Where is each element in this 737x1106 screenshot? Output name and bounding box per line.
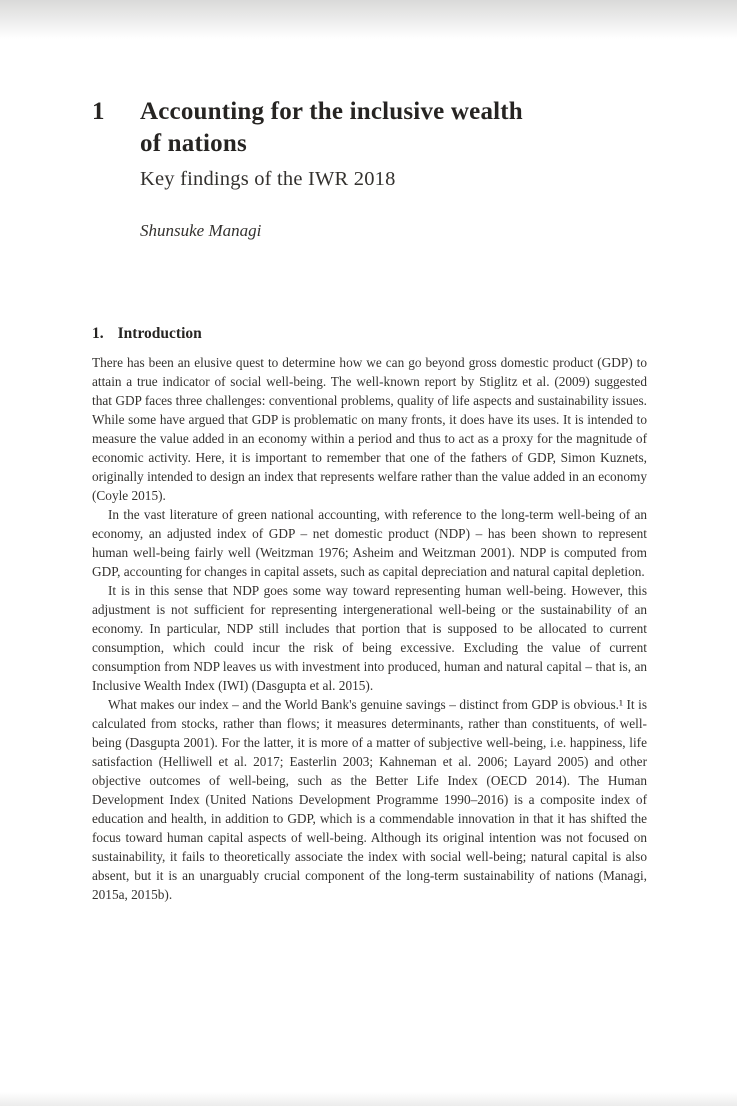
section-number: 1. (92, 325, 104, 342)
paragraph-4: What makes our index – and the World Bank's genuine savings – distinct from GDP is obvious.¹ It is calculated from stocks, rather than flows; it measures determinants, rather than constituents, of well-being (Dasgupta 2001). For the latter, it is more of a matter of subjective well-being, i.e. happiness, life satisfaction (Helliwell et al. 2017; Easterlin 2003; Kahneman et al. 2006; Layard 2005) and other objective outcomes of well-being, such as the Better Life Index (OECD 2014). The Human Development Index (United Nations Development Programme 1990–2016) is a composite index of education and health, in addition to GDP, which is a commendable innovation in that it has shifted the focus toward human capital aspects of well-being. Although its original intention was not focused on sustainability, it fails to theoretically associate the index with social well-being; natural capital is also absent, but it is an unarguably crucial component of the long-term sustainability of nations (Managi, 2015a, 2015b). (92, 697, 647, 902)
chapter-title-row (92, 96, 647, 159)
chapter-header (92, 96, 647, 241)
chapter-body (92, 325, 647, 904)
section-heading (92, 325, 647, 343)
chapter-subtitle: Key findings of the IWR 2018 (140, 168, 396, 190)
paragraph-1: There has been an elusive quest to determine how we can go beyond gross domestic product (GDP) to attain a true indicator of social well-being. The well-known report by Stiglitz et al. (2009) suggested that GDP faces three challenges: conventional problems, quality of life aspects and sustainability issues. While some have argued that GDP is problematic on many fronts, it does have its uses. It is intended to measure the value added in an economy within a period and thus to act as a proxy for the magnitude of economic activity. Here, it is important to remember that one of the fathers of GDP, Simon Kuznets, originally intended to design an index that represents welfare rather than the value added in an economy (Coyle 2015). (92, 355, 647, 503)
section-title: Introduction (117, 325, 202, 342)
paragraph-2: In the vast literature of green national accounting, with reference to the long-term well-being of an economy, an adjusted index of GDP – net domestic product (NDP) – has been shown to represent human well-being fairly well (Weitzman 1976; Asheim and Weitzman 2001). NDP is computed from GDP, accounting for changes in capital assets, such as capital depreciation and natural capital depletion. (92, 507, 647, 579)
author-name: Shunsuke Managi (140, 221, 262, 240)
chapter-number: 1 (92, 98, 105, 125)
chapter-title: Accounting for the inclusive wealth of nations (140, 98, 523, 157)
scan-shadow-bottom (0, 1092, 737, 1106)
paragraph-3: It is in this sense that NDP goes some way toward representing human well-being. However, this adjustment is not sufficient for representing intergenerational well-being or the sustainability of an economy. In particular, NDP still includes that portion that is supposed to be allocated to current consumption, which could incur the risk of being excessive. Excluding the value of current consumption from NDP leaves us with investment into produced, human and natural capital – that is, an Inclusive Wealth Index (IWI) (Dasgupta et al. 2015). (92, 583, 647, 693)
